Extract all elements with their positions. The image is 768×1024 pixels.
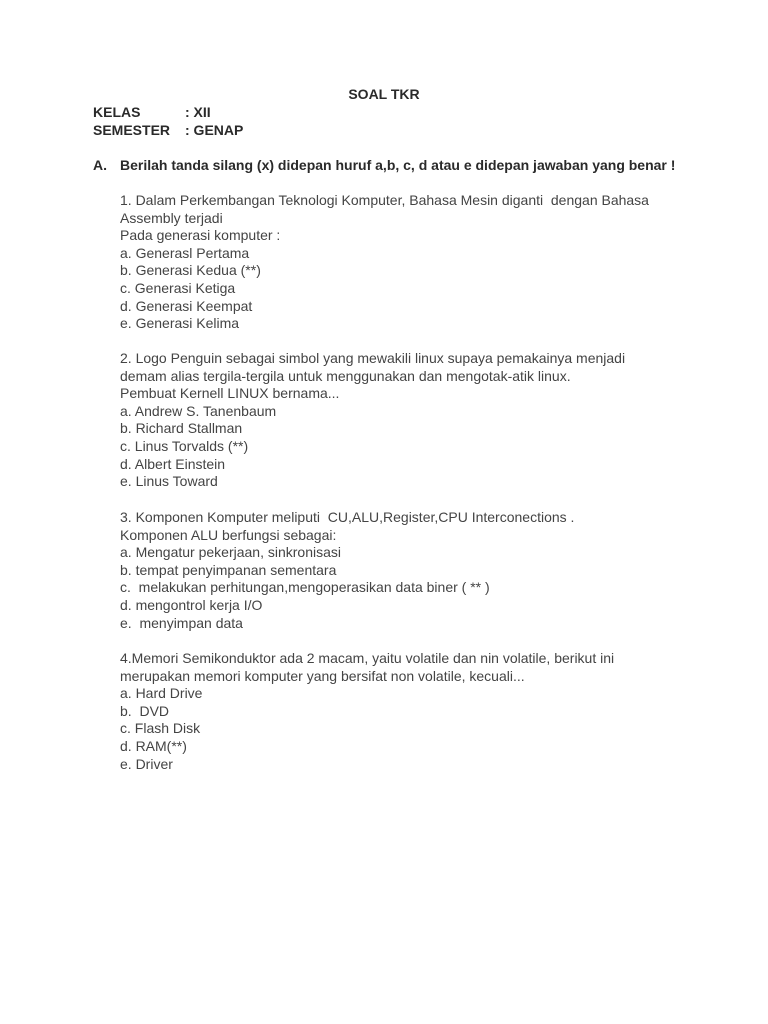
answer-option: a. Generasl Pertama — [120, 244, 250, 261]
question-text-line: 2. Logo Penguin sebagai simbol yang mewakili linux supaya pemakainya menjadi — [120, 350, 626, 366]
answer-option: e. Driver — [120, 755, 173, 772]
kelas-label: KELAS — [93, 104, 141, 120]
answer-option: d. Generasi Keempat — [120, 297, 253, 314]
question-text-line: merupakan memori komputer yang bersifat non volatile, kecuali... — [120, 667, 525, 684]
kelas-value: : XII — [185, 104, 211, 120]
semester-row — [93, 122, 243, 138]
answer-option: a. Hard Drive — [120, 685, 203, 702]
question-text-line: Pada generasi komputer : — [120, 227, 281, 244]
question-text-line: Pembuat Kernell LINUX bernama... — [120, 385, 340, 402]
question-text-line: 3. Komponen Komputer meliputi CU,ALU,Register,CPU Interconections . — [120, 509, 575, 525]
answer-option: c. melakukan perhitungan,mengoperasikan data biner ( ** ) — [120, 579, 490, 596]
answer-option: d. Albert Einstein — [120, 455, 226, 472]
page-title: SOAL TKR — [348, 86, 420, 102]
answer-option: c. Linus Torvalds (**) — [120, 437, 249, 454]
answer-option: c. Flash Disk — [120, 720, 201, 737]
answer-option: d. mengontrol kerja I/O — [120, 596, 263, 613]
question-text-line: 1. Dalam Perkembangan Teknologi Komputer, Bahasa Mesin diganti dengan Bahasa — [120, 192, 649, 208]
question-1 — [120, 192, 700, 333]
question-3 — [120, 509, 700, 632]
answer-option: b. Generasi Kedua (**) — [120, 262, 261, 279]
answer-option: b. DVD — [120, 702, 170, 719]
answer-option: e. menyimpan data — [120, 614, 243, 631]
answer-option: d. RAM(**) — [120, 737, 187, 754]
question-text-line: 4.Memori Semikonduktor ada 2 macam, yaitu volatile dan nin volatile, berikut ini — [120, 650, 615, 666]
kelas-row — [93, 104, 211, 120]
answer-option: a. Andrew S. Tanenbaum — [120, 402, 277, 419]
section-instruction: Berilah tanda silang (x) didepan huruf a,b, c, d atau e didepan jawaban yang benar ! — [120, 157, 676, 173]
answer-option: e. Generasi Kelima — [120, 315, 240, 332]
question-text-line: demam alias tergila-tergila untuk menggunakan dan mengotak-atik linux. — [120, 367, 571, 384]
answer-option: a. Mengatur pekerjaan, sinkronisasi — [120, 544, 342, 561]
answer-option: b. Richard Stallman — [120, 420, 243, 437]
question-text-line: Assembly terjadi — [120, 209, 223, 226]
answer-option: e. Linus Toward — [120, 473, 218, 490]
question-2 — [120, 350, 700, 491]
semester-value: : GENAP — [185, 122, 244, 138]
section-letter: A. — [93, 157, 107, 173]
answer-option: c. Generasi Ketiga — [120, 279, 236, 296]
semester-label: SEMESTER — [93, 122, 171, 138]
question-4 — [120, 650, 700, 773]
question-text-line: Komponen ALU berfungsi sebagai: — [120, 526, 337, 543]
answer-option: b. tempat penyimpanan sementara — [120, 561, 337, 578]
